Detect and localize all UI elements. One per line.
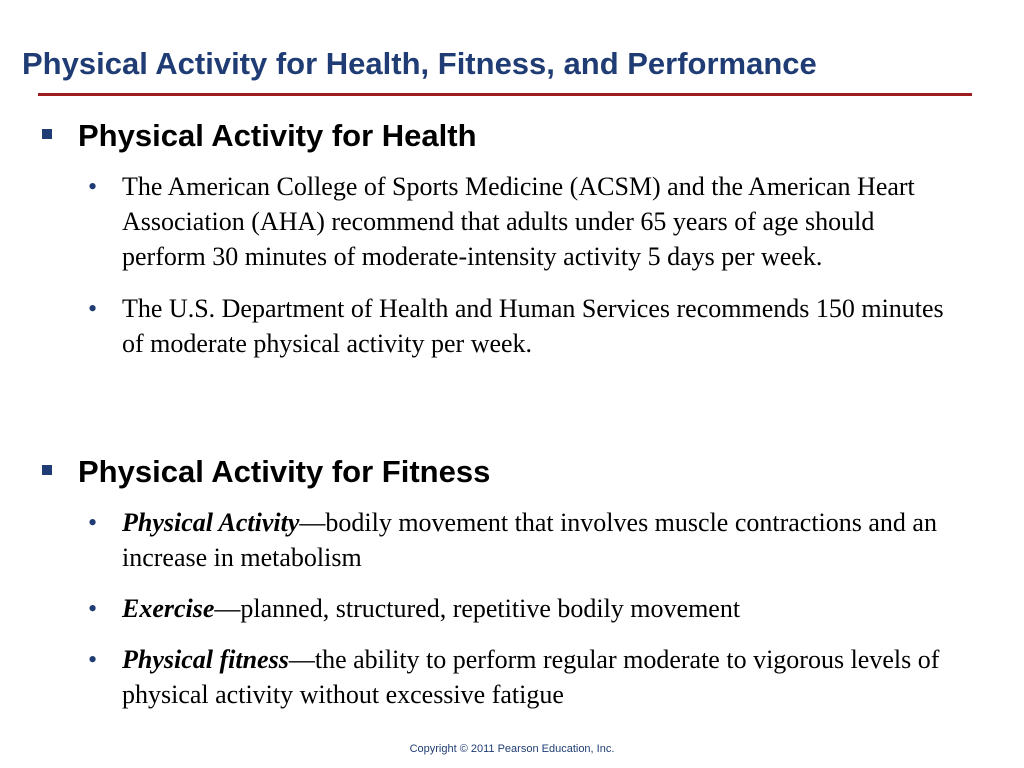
dot-bullet-icon: • [88,172,98,201]
list-item [38,505,942,575]
term-label: Physical fitness [122,645,289,674]
list-item [38,591,962,626]
section-heading-text: Physical Activity for Fitness [78,454,491,489]
term-definition: —planned, structured, repetitive bodily movement [214,594,741,623]
section-heading [38,452,978,492]
square-bullet-icon [42,465,52,475]
dot-bullet-icon: • [88,508,98,537]
list-item-text: The American College of Sports Medicine (ACSM) and the American Heart Association (AHA) recommend that adults under 65 years of age should perform 30 minutes of moderate-intensity activity 5 days per week. [122,172,915,271]
term-label: Exercise [122,594,215,623]
bullet-list [38,505,978,712]
dot-bullet-icon: • [88,645,98,674]
list-item-text: The U.S. Department of Health and Human Services recommends 150 minutes of moderate physical activity per week. [122,294,944,358]
section-fitness [38,452,978,712]
list-item [38,291,962,361]
term-definition: —bodily movement that involves muscle contractions and an increase in metabolism [122,508,937,572]
slide-title: Physical Activity for Health, Fitness, and Performance [22,46,817,81]
dot-bullet-icon: • [88,594,98,623]
section-heading-text: Physical Activity for Health [78,118,477,153]
bullet-list [38,169,978,361]
section-health [38,116,978,361]
section-heading [38,116,978,156]
term-label: Physical Activity [122,508,300,537]
square-bullet-icon [42,129,52,139]
dot-bullet-icon: • [88,294,98,323]
list-item [38,642,962,712]
term-definition: —the ability to perform regular moderate to vigorous levels of physical activity without excessive fatigue [122,645,940,709]
list-item [38,169,962,274]
copyright-footer: Copyright © 2011 Pearson Education, Inc. [409,743,615,755]
